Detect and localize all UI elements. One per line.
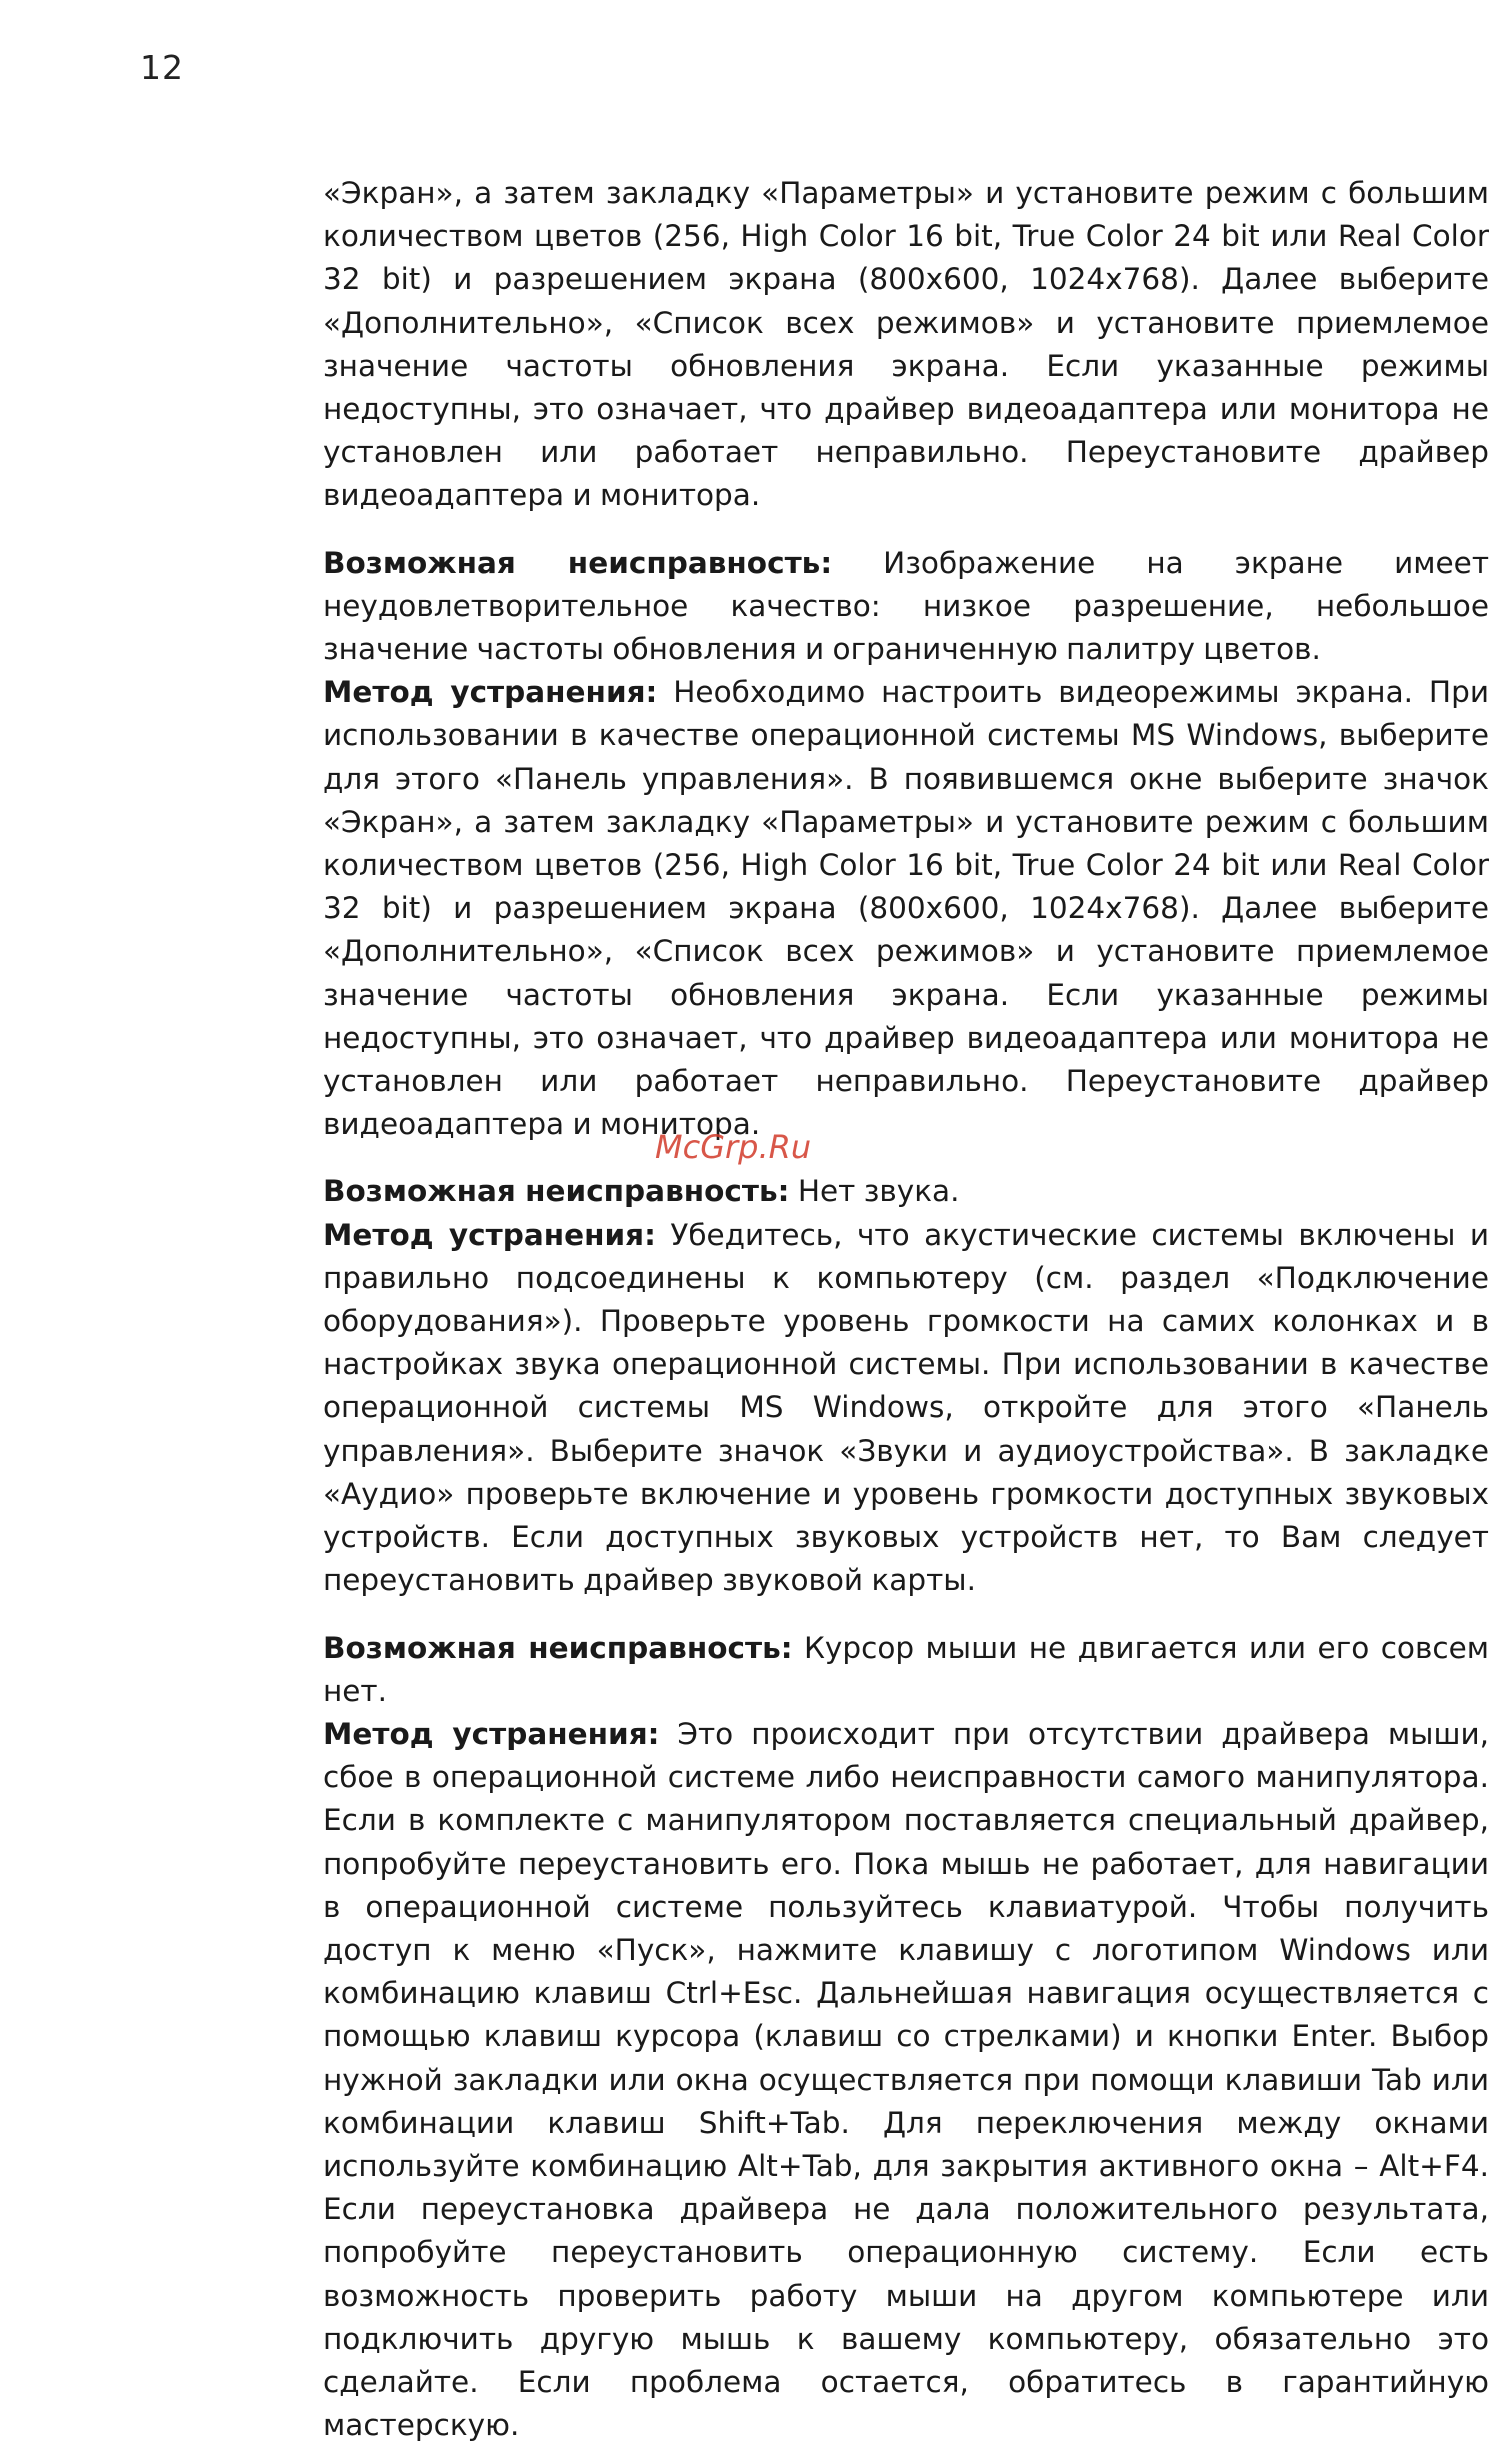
problem-text: Изображение на экране имеет неудовлетворительное качество: низкое разрешение, небольшое значение частоты обновления и ограниченную палитру цветов.: [323, 546, 1489, 666]
problem-label: Возможная неисправность:: [323, 1631, 793, 1665]
problem-label: Возможная неисправность:: [323, 546, 832, 580]
problem-text: Нет звука.: [789, 1174, 959, 1208]
solution-label: Метод устранения:: [323, 675, 657, 709]
problem-label: Возможная неисправность:: [323, 1174, 789, 1208]
watermark: McGrp.Ru: [655, 1128, 811, 1166]
page-number: 12: [140, 48, 184, 87]
solution-text: Убедитесь, что акустические системы включены и правильно подсоединены к компьютеру (см. раздел «Подключение оборудования»). Проверьте уровень громкости на самих колонках и в настройках звука операционной системы. При использовании в качестве операционной системы MS Windows, откройте для этого «Панель управления». Выберите значок «Звуки и аудиоустройства». В закладке «Аудио» проверьте включение и уровень громкости доступных звуковых устройств. Если доступных звуковых устройств нет, то Вам следует переустановить драйвер звуковой карты.: [323, 1218, 1489, 1598]
page-body: [323, 172, 1489, 2447]
continuation-paragraph: [323, 172, 1489, 518]
solution-text: Необходимо настроить видеорежимы экрана. При использовании в качестве операционной системы MS Windows, выберите для этого «Панель управления». В появившемся окне выберите значок «Экран», а затем закладку «Параметры» и установите режим с большим количеством цветов (256, High Color 16 bit, True Color 24 bit или Real Color 32 bit) и разрешением экрана (800х600, 1024х768). Далее выберите «Дополнительно», «Список всех режимов» и установите приемлемое значение частоты обновления экрана. Если указанные режимы недоступны, это означает, что драйвер видеоадаптера или монитора не установлен или работает неправильно. Переустановите драйвер видеоадаптера и монитора.: [323, 675, 1489, 1141]
problem-paragraph-mouse-cursor: [323, 1627, 1489, 2447]
problem-paragraph-no-sound: [323, 1170, 1489, 1602]
problem-text: Курсор мыши не двигается или его совсем нет.: [323, 1631, 1489, 1708]
solution-label: Метод устранения:: [323, 1218, 656, 1252]
solution-text: Это происходит при отсутствии драйвера мыши, сбое в операционной системе либо неисправности самого манипулятора. Если в комплекте с манипулятором поставляется специальный драйвер, попробуйте переустановить его. Пока мышь не работает, для навигации в операционной системе пользуйтесь клавиатурой. Чтобы получить доступ к меню «Пуск», нажмите клавишу с логотипом Windows или комбинацию клавиш Ctrl+Esc. Дальнейшая навигация осуществляется с помощью клавиш курсора (клавиш со стрелками) и кнопки Enter. Выбор нужной закладки или окна осуществляется при помощи клавиши Tab или комбинации клавиш Shift+Tab. Для переключения между окнами используйте комбинацию Alt+Tab, для закрытия активного окна – Alt+F4. Если переустановка драйвера не дала положительного результата, попробуйте переустановить операционную систему. Если есть возможность проверить работу мыши на другом компьютере или подключить другую мышь к вашему компьютеру, обязательно это сделайте. Если проблема остается, обратитесь в гарантийную мастерскую.: [323, 1717, 1489, 2442]
continuation-text: «Экран», а затем закладку «Параметры» и установите режим с большим количеством цветов (256, High Color 16 bit, True Color 24 bit или Real Color 32 bit) и разрешением экрана (800х600, 1024х768). Далее выберите «Дополнительно», «Список всех режимов» и установите приемлемое значение частоты обновления экрана. Если указанные режимы недоступны, это означает, что драйвер видеоадаптера или монитора не установлен или работает неправильно. Переустановите драйвер видеоадаптера и монитора.: [323, 176, 1489, 512]
problem-paragraph-display-quality: [323, 542, 1489, 1147]
solution-label: Метод устранения:: [323, 1717, 659, 1751]
